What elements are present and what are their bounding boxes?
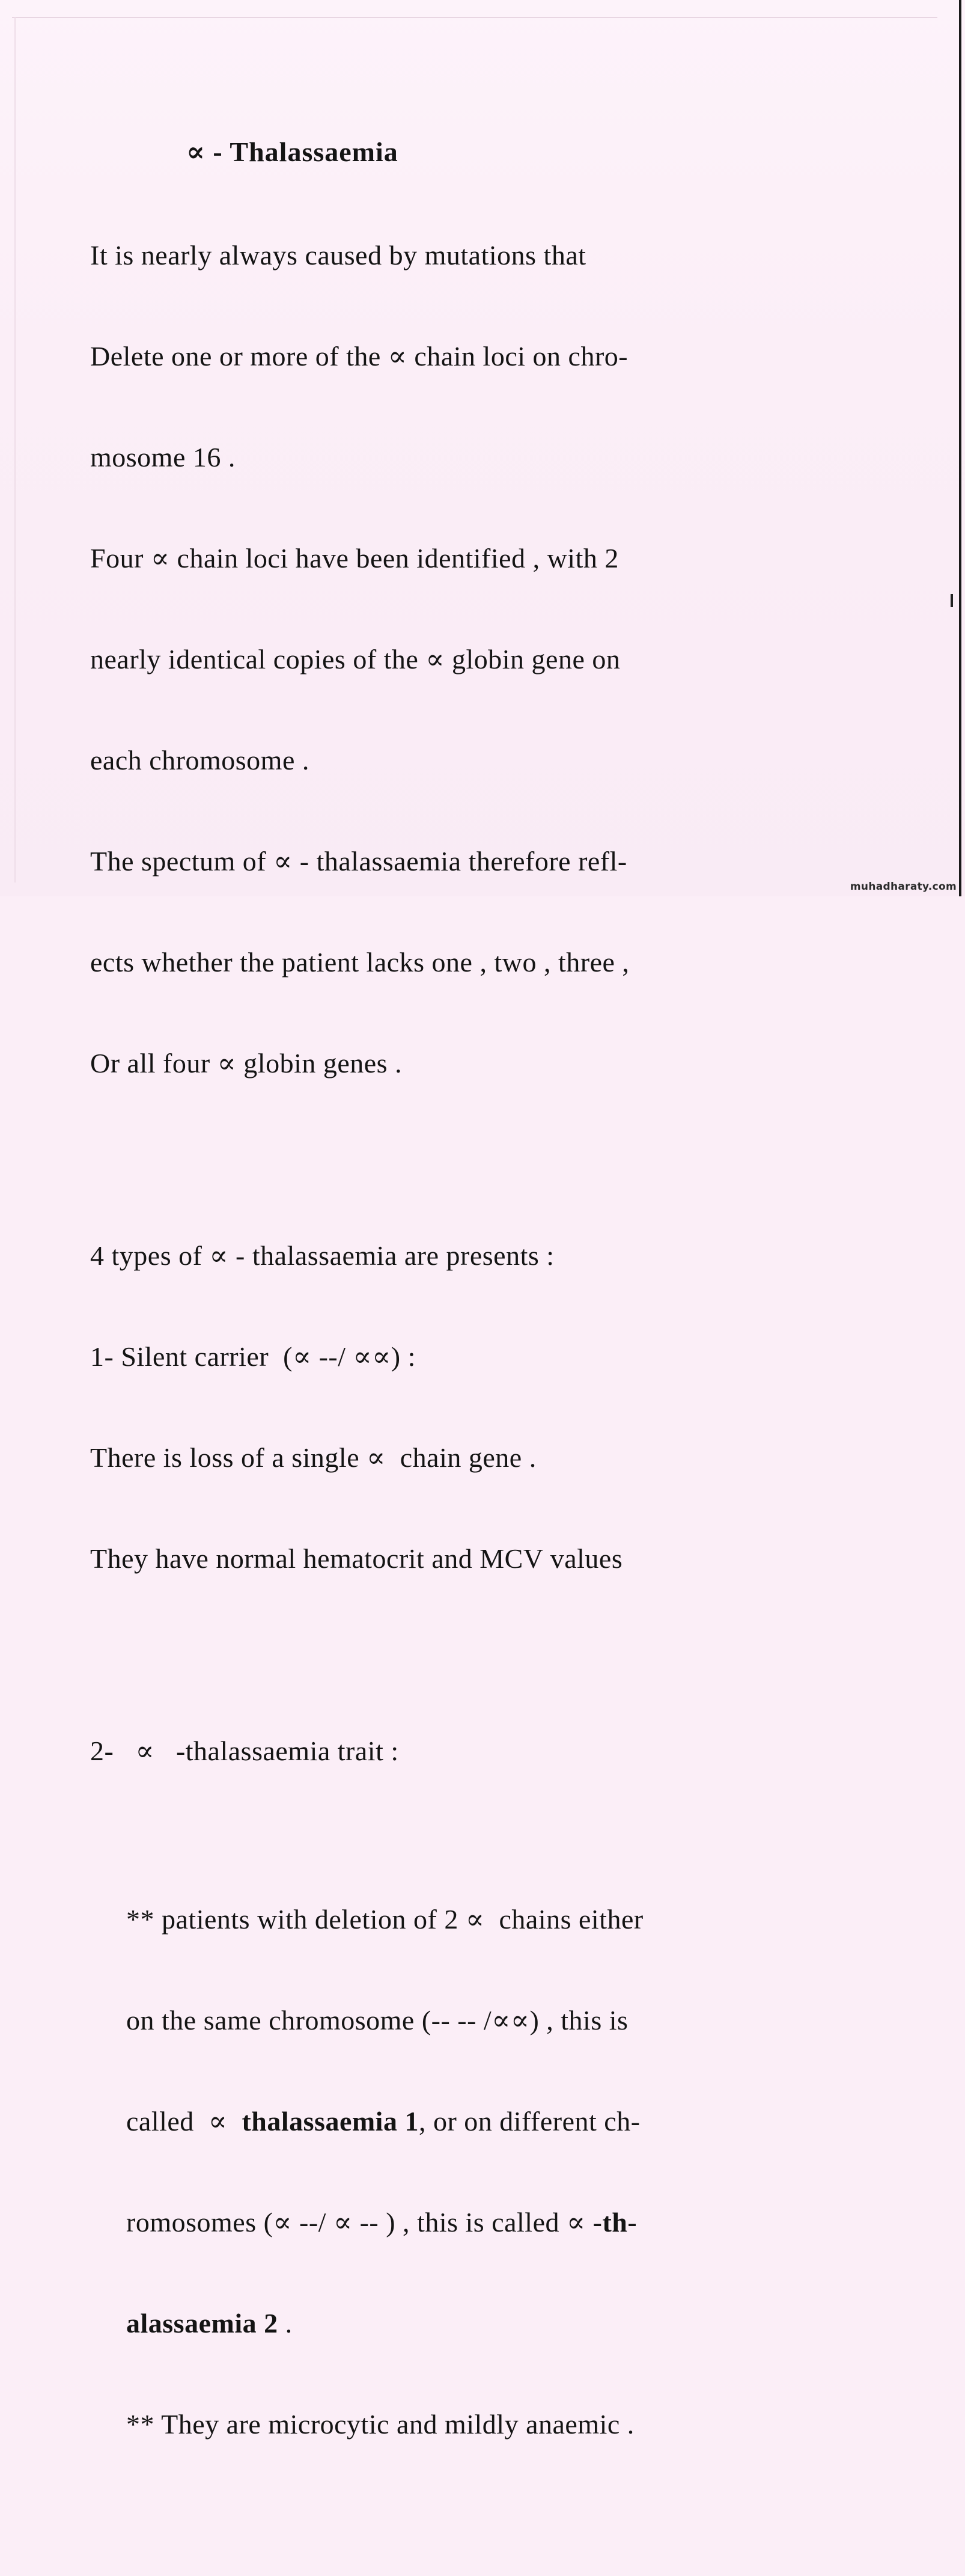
trait-line-3a: called ∝ xyxy=(126,2106,242,2137)
trait-heading: 2- ∝ -thalassaemia trait : xyxy=(90,1736,399,1766)
trait-line-5b: . xyxy=(278,2308,293,2339)
footer-watermark: muhadharaty.com xyxy=(850,881,957,893)
stray-mark xyxy=(951,594,953,607)
intro-line-2: Delete one or more of the ∝ chain loci on chro- xyxy=(90,341,629,372)
types-line-2: 1- Silent carrier (∝ --/ ∝∝) : xyxy=(90,1341,416,1372)
intro-line-4: Four ∝ chain loci have been identified , with 2 xyxy=(90,543,619,574)
intro-paragraph xyxy=(90,171,931,1148)
scan-edge-right xyxy=(959,0,961,896)
thalassaemia-2-term-start: -th- xyxy=(592,2207,638,2238)
trait-line-6: ** They are microcytic and mildly anaemic . xyxy=(126,2409,635,2440)
trait-line-3c: , or on different ch- xyxy=(418,2106,641,2137)
document-body xyxy=(90,135,931,2576)
intro-line-6: each chromosome . xyxy=(90,745,309,776)
page-title: ∝ - Thalassaemia xyxy=(186,136,398,167)
types-line-3: There is loss of a single ∝ chain gene . xyxy=(90,1442,537,1473)
trait-details xyxy=(90,1835,931,2509)
trait-line-2: on the same chromosome (-- -- /∝∝) , this is xyxy=(126,2005,629,2036)
intro-line-5: nearly identical copies of the ∝ globin gene on xyxy=(90,644,621,675)
trait-section xyxy=(90,1667,931,2576)
types-paragraph xyxy=(90,1172,931,1643)
types-line-4: They have normal hematocrit and MCV values xyxy=(90,1543,623,1574)
thalassaemia-2-term-end: alassaemia 2 xyxy=(126,2308,278,2339)
section-gap xyxy=(90,1148,931,1172)
intro-line-3: mosome 16 . xyxy=(90,442,236,473)
scan-edge-top xyxy=(12,17,937,18)
trait-line-3 xyxy=(126,2105,931,2138)
trait-line-1: ** patients with deletion of 2 ∝ chains either xyxy=(126,1904,644,1935)
types-line-1: 4 types of ∝ - thalassaemia are presents : xyxy=(90,1240,555,1271)
section-gap xyxy=(90,1643,931,1667)
scan-edge-left xyxy=(14,17,16,883)
intro-line-7: The spectum of ∝ - thalassaemia therefore refl- xyxy=(90,846,627,877)
intro-line-9: Or all four ∝ globin genes . xyxy=(90,1048,403,1078)
trait-line-5 xyxy=(126,2307,931,2340)
intro-line-1: It is nearly always caused by mutations that xyxy=(90,240,586,271)
trait-line-4a: romosomes (∝ --/ ∝ -- ) , this is called ∝ xyxy=(126,2207,593,2238)
intro-line-8: ects whether the patient lacks one , two , three , xyxy=(90,947,630,977)
thalassaemia-1-term: thalassaemia 1 xyxy=(242,2106,419,2137)
trait-line-4 xyxy=(126,2206,931,2239)
